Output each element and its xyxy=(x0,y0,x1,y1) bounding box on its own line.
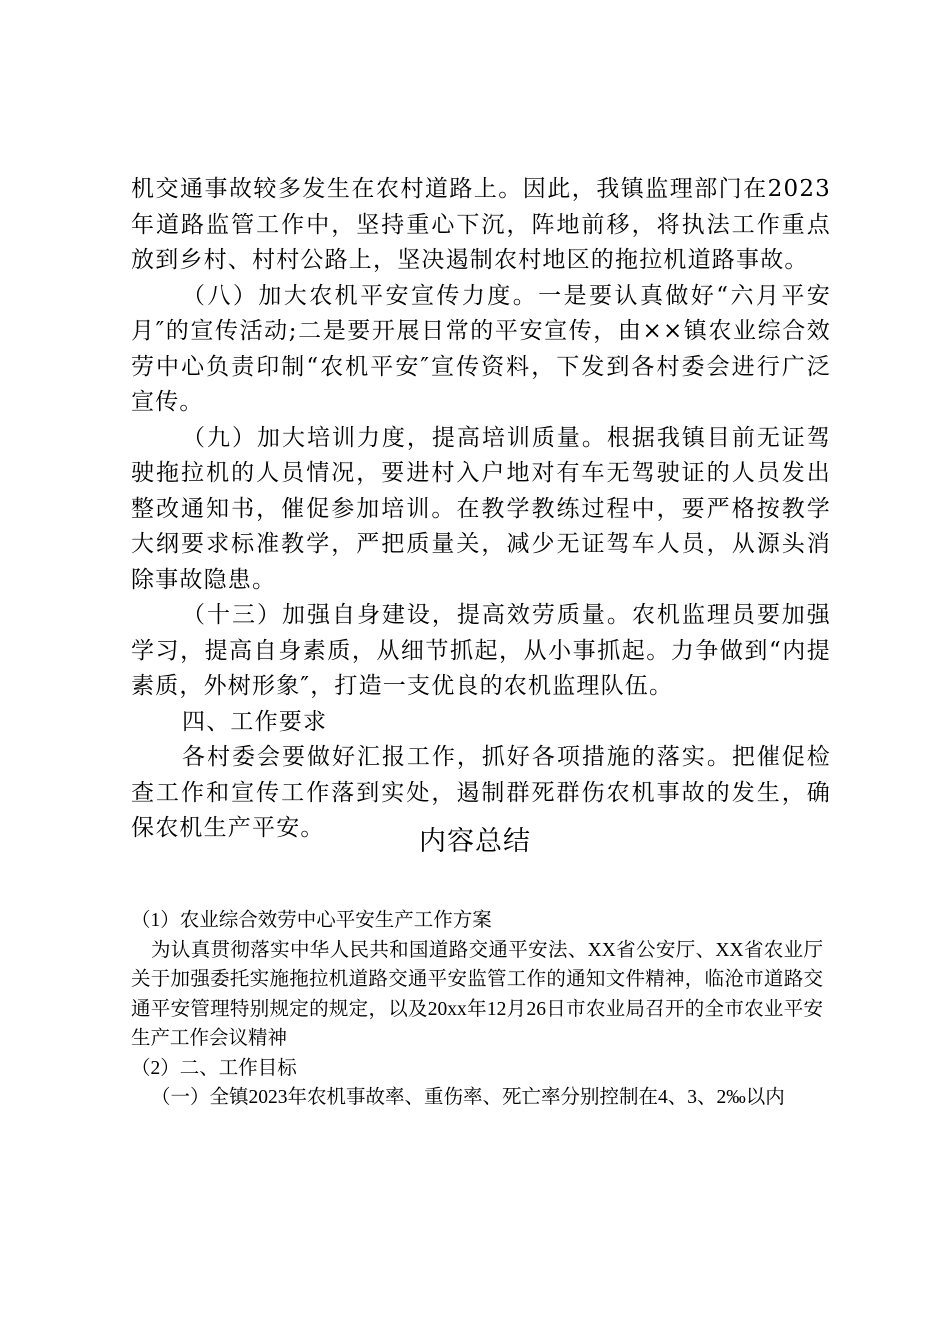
paragraph-traffic-accidents: 机交通事故较多发生在农村道路上。因此，我镇监理部门在2023年道路监管工作中，坚持重心下沉，阵地前移，将执法工作重点放到乡村、村村公路上，坚决遏制农村地区的拖拉机道路事故。 xyxy=(131,176,831,273)
paragraph-self-construction: （十三）加强自身建设，提高效劳质量。农机监理员要加强学习，提高自身素质，从细节抓起，从小事抓起。力争做到“内提素质，外树形象″，打造一支优良的农机监理队伍。 xyxy=(131,602,831,699)
summary-item: 为认真贯彻落实中华人民共和国道路交通平安法、XX省公安厅、XX省农业厅关于加强委托实施拖拉机道路交通平安监管工作的通知文件精神，临沧市道路交通平安管理特别规定的规定，以及20xx年12月26日市农业局召开的全市农业平安生产工作会议精神 xyxy=(131,939,823,1049)
section-heading-work-requirements: 四、工作要求 xyxy=(182,708,328,735)
summary-item: （1）农业综合效劳中心平安生产工作方案 xyxy=(131,910,492,931)
document-body xyxy=(131,172,831,847)
paragraph-village-committees: 各村委会要做好汇报工作，抓好各项措施的落实。把催促检查工作和宣传工作落到实处，遏制群死群伤农机事故的发生，确保农机生产平安。 xyxy=(131,744,831,841)
paragraph-training: （九）加大培训力度，提高培训质量。根据我镇目前无证驾驶拖拉机的人员情况，要进村入户地对有车无驾驶证的人员发出整改通知书，催促参加培训。在教学教练过程中，要严格按教学大纲要求标准教学，严把质量关，减少无证驾车人员，从源头消除事故隐患。 xyxy=(131,424,831,593)
paragraph-safety-publicity: （八）加大农机平安宣传力度。一是要认真做好“六月平安月″的宣传活动;二是要开展日常的平安宣传，由××镇农业综合效劳中心负责印制“农机平安″宣传资料，下发到各村委会进行广泛宣传。 xyxy=(131,282,831,415)
summary-item: （2）二、工作目标 xyxy=(131,1057,297,1079)
summary-section xyxy=(131,906,823,1113)
summary-item: （一）全镇2023年农机事故率、重伤率、死亡率分别控制在4、3、2‰以内 xyxy=(151,1087,785,1108)
summary-title: 内容总结 xyxy=(419,826,531,857)
